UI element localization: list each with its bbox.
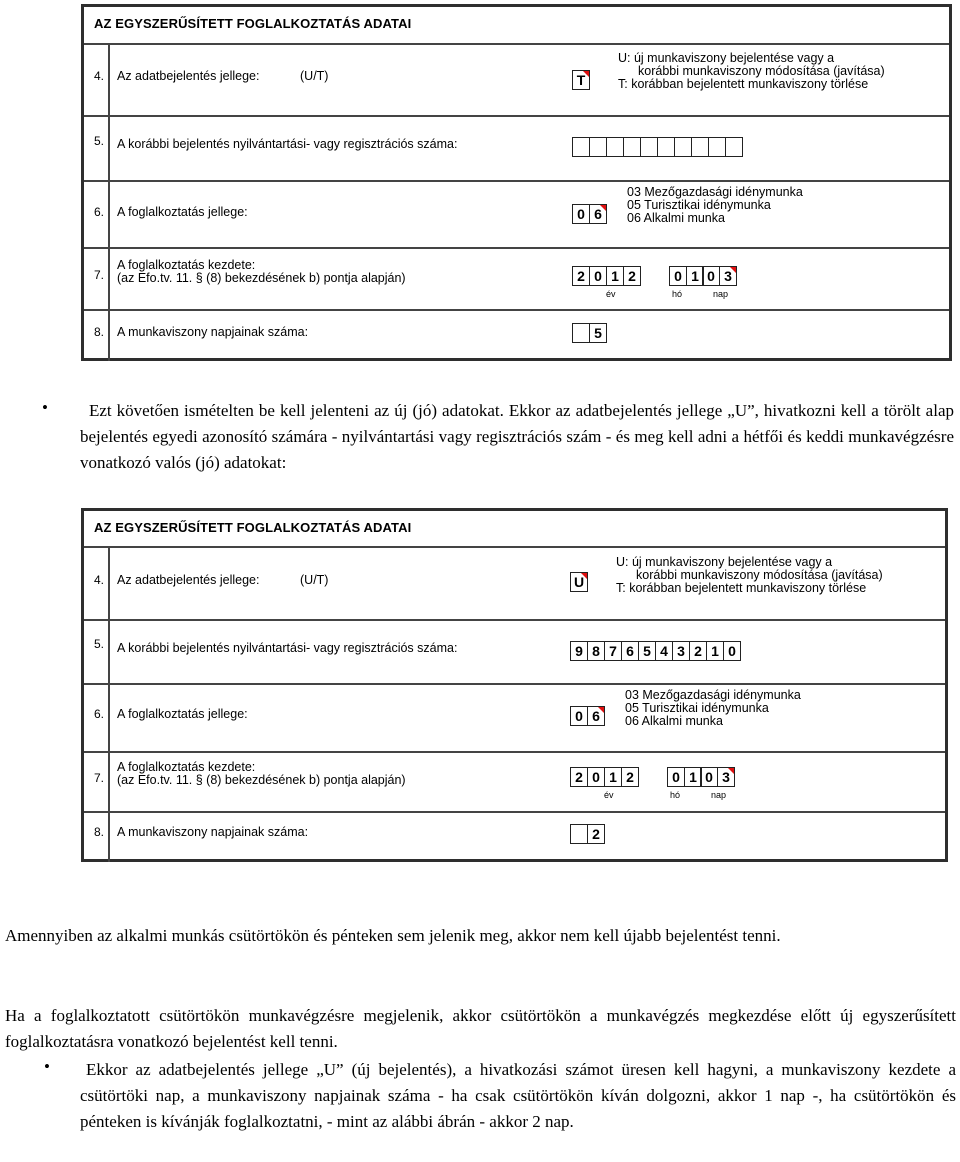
- input-cell[interactable]: 1: [686, 266, 704, 286]
- divider: [84, 811, 945, 813]
- form-2: [81, 508, 948, 862]
- input-cell[interactable]: 6: [621, 641, 639, 661]
- start-year-input[interactable]: [571, 767, 639, 787]
- divider: [84, 683, 945, 685]
- job-option-05: 05 Turisztikai idénymunka: [625, 701, 769, 715]
- input-cell[interactable]: 1: [706, 641, 724, 661]
- input-cell[interactable]: 4: [655, 641, 673, 661]
- job-option-06: 06 Alkalmi munka: [625, 714, 723, 728]
- field-number: 4.: [94, 573, 105, 587]
- input-cell[interactable]: [572, 137, 590, 157]
- type-option-u: U: új munkaviszony bejelentése vagy a: [618, 51, 835, 65]
- input-cell[interactable]: [589, 137, 607, 157]
- field-type-code: (U/T): [300, 69, 329, 83]
- type-option-u: U: új munkaviszony bejelentése vagy a: [616, 555, 833, 569]
- input-cell[interactable]: [725, 137, 743, 157]
- input-cell[interactable]: 0: [570, 706, 588, 726]
- input-cell[interactable]: 5: [638, 641, 656, 661]
- form-title: AZ EGYSZERŰSÍTETT FOGLALKOZTATÁS ADATAI: [94, 16, 412, 31]
- start-year-input[interactable]: [573, 266, 641, 286]
- divider: [84, 309, 949, 311]
- input-cell[interactable]: 3: [717, 767, 735, 787]
- job-type-input[interactable]: [571, 706, 605, 726]
- field-label-job-type: A foglalkoztatás jellege:: [117, 707, 248, 721]
- field-type-code: (U/T): [300, 573, 329, 587]
- divider: [108, 546, 110, 862]
- input-cell[interactable]: 8: [587, 641, 605, 661]
- field-number: 7.: [94, 268, 105, 282]
- paragraph-thursday: Ha a foglalkoztatott csütörtökön munkavégzésre megjelenik, akkor csütörtökön a munkavégzés megkezdése előtt új egyszerűsített foglalkoztatásra vonatkozó bejelentést kell tenni.: [5, 1006, 956, 1051]
- type-option-t: T: korábban bejelentett munkaviszony törlése: [616, 581, 867, 595]
- divider: [84, 619, 945, 621]
- input-cell[interactable]: [691, 137, 709, 157]
- field-number: 5.: [94, 134, 105, 148]
- type-option-u-cont: korábbi munkaviszony módosítása (javítása): [638, 64, 885, 78]
- input-cell[interactable]: 2: [621, 767, 639, 787]
- input-cell[interactable]: [640, 137, 658, 157]
- job-option-03: 03 Mezőgazdasági idénymunka: [627, 185, 803, 199]
- bullet-icon: •: [44, 1057, 50, 1076]
- year-caption: év: [604, 790, 614, 800]
- input-cell[interactable]: 6: [587, 706, 605, 726]
- input-cell[interactable]: 3: [719, 266, 737, 286]
- paragraph-no-show: Amennyiben az alkalmi munkás csütörtökön és pénteken sem jelenik meg, akkor nem kell újabb bejelentést tenni.: [5, 926, 781, 945]
- field-type-input[interactable]: [571, 572, 588, 592]
- input-cell[interactable]: 0: [723, 641, 741, 661]
- input-cell[interactable]: 5: [589, 323, 607, 343]
- days-input[interactable]: [571, 824, 605, 844]
- input-cell[interactable]: 0: [667, 767, 685, 787]
- start-day-input[interactable]: [701, 767, 735, 787]
- field-label-start-ref: (az Efo.tv. 11. § (8) bekezdésének b) pontja alapján): [117, 773, 406, 787]
- job-option-06: 06 Alkalmi munka: [627, 211, 725, 225]
- field-number: 8.: [94, 325, 105, 339]
- day-caption: nap: [711, 790, 727, 800]
- job-type-input[interactable]: [573, 204, 607, 224]
- divider: [84, 751, 945, 753]
- input-cell[interactable]: 7: [604, 641, 622, 661]
- days-input[interactable]: [573, 323, 607, 343]
- year-caption: év: [606, 289, 616, 299]
- input-cell[interactable]: 0: [700, 767, 718, 787]
- divider: [108, 43, 110, 361]
- input-cell[interactable]: [657, 137, 675, 157]
- paragraph-reregister: Ezt követően ismételten be kell jelenteni az új (jó) adatokat. Ekkor az adatbejelentés jellege „U”, hivatkozni kell a törölt alap bejelentés egyedi azonosító számára - nyilvántartási vagy regisztrációs szám - és meg kell adni a hétfői és keddi munkavégzésre vonatkozó valós (jó) adatokat:: [80, 401, 954, 472]
- field-label-days: A munkaviszony napjainak száma:: [117, 325, 309, 339]
- input-cell[interactable]: 2: [689, 641, 707, 661]
- input-cell[interactable]: 0: [702, 266, 720, 286]
- field-label-reg-number: A korábbi bejelentés nyilvántartási- vagy regisztrációs száma:: [117, 641, 458, 655]
- input-cell[interactable]: [708, 137, 726, 157]
- field-label-days: A munkaviszony napjainak száma:: [117, 825, 309, 839]
- paragraph-new-registration: Ekkor az adatbejelentés jellege „U” (új bejelentés), a hivatkozási számot üresen kell hagyni, a munkaviszony kezdete a csütörtöki nap, a munkaviszony napjainak száma - ha csak csütörtökön kíván dolgozni, akkor 1 nap -, ha csütörtökön és pénteken is kívánják foglalkoztatni, - mint az alábbi ábrán - akkor 2 nap.: [80, 1060, 956, 1131]
- type-option-u-cont: korábbi munkaviszony módosítása (javítása): [636, 568, 883, 582]
- field-label-start-ref: (az Efo.tv. 11. § (8) bekezdésének b) pontja alapján): [117, 271, 406, 285]
- divider: [84, 180, 949, 182]
- field-number: 8.: [94, 825, 105, 839]
- field-number: 5.: [94, 637, 105, 651]
- field-type-input[interactable]: [573, 70, 590, 90]
- job-option-03: 03 Mezőgazdasági idénymunka: [625, 688, 801, 702]
- form-title: AZ EGYSZERŰSÍTETT FOGLALKOZTATÁS ADATAI: [94, 520, 412, 535]
- input-cell[interactable]: 0: [587, 767, 605, 787]
- input-cell[interactable]: 6: [589, 204, 607, 224]
- divider: [84, 546, 945, 548]
- start-month-input[interactable]: [670, 266, 704, 286]
- field-label-type: Az adatbejelentés jellege:: [117, 69, 260, 83]
- input-cell[interactable]: U: [570, 572, 588, 592]
- input-cell[interactable]: 3: [672, 641, 690, 661]
- input-cell[interactable]: 1: [684, 767, 702, 787]
- input-cell[interactable]: [674, 137, 692, 157]
- field-label-start: A foglalkoztatás kezdete:: [117, 760, 256, 774]
- field-label-start: A foglalkoztatás kezdete:: [117, 258, 256, 272]
- input-cell[interactable]: 9: [570, 641, 588, 661]
- field-number: 4.: [94, 69, 105, 83]
- field-number: 6.: [94, 707, 105, 721]
- day-caption: nap: [713, 289, 729, 299]
- field-number: 6.: [94, 205, 105, 219]
- field-label-reg-number: A korábbi bejelentés nyilvántartási- vagy regisztrációs száma:: [117, 137, 458, 151]
- start-day-input[interactable]: [703, 266, 737, 286]
- divider: [84, 115, 949, 117]
- bullet-icon: •: [42, 398, 48, 417]
- input-cell[interactable]: 1: [604, 767, 622, 787]
- start-month-input[interactable]: [668, 767, 702, 787]
- input-cell[interactable]: 2: [623, 266, 641, 286]
- job-option-05: 05 Turisztikai idénymunka: [627, 198, 771, 212]
- input-cell[interactable]: T: [572, 70, 590, 90]
- month-caption: hó: [670, 790, 681, 800]
- input-cell[interactable]: 1: [606, 266, 624, 286]
- input-cell[interactable]: 0: [669, 266, 687, 286]
- reg-number-input[interactable]: [571, 641, 741, 661]
- field-label-type: Az adatbejelentés jellege:: [117, 573, 260, 587]
- field-number: 7.: [94, 771, 105, 785]
- input-cell[interactable]: 2: [587, 824, 605, 844]
- month-caption: hó: [672, 289, 683, 299]
- form-1: [81, 4, 952, 361]
- type-option-t: T: korábban bejelentett munkaviszony törlése: [618, 77, 869, 91]
- field-label-job-type: A foglalkoztatás jellege:: [117, 205, 248, 219]
- input-cell[interactable]: [570, 824, 588, 844]
- divider: [84, 247, 949, 249]
- input-cell[interactable]: [606, 137, 624, 157]
- input-cell[interactable]: 2: [570, 767, 588, 787]
- reg-number-input[interactable]: [573, 137, 743, 157]
- input-cell[interactable]: [572, 323, 590, 343]
- input-cell[interactable]: 0: [589, 266, 607, 286]
- input-cell[interactable]: 2: [572, 266, 590, 286]
- input-cell[interactable]: 0: [572, 204, 590, 224]
- divider: [84, 43, 949, 45]
- input-cell[interactable]: [623, 137, 641, 157]
